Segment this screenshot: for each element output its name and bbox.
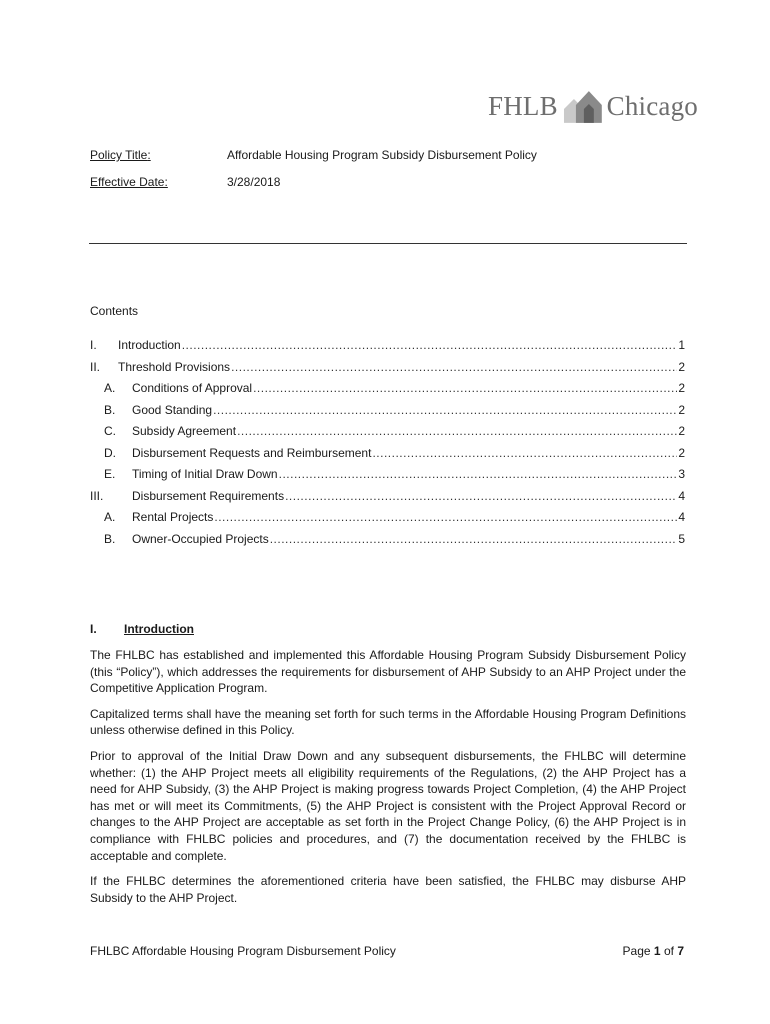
paragraph: Capitalized terms shall have the meaning set forth for such terms in the Affordable Housing Program Definitions unless otherwise defined in this Policy.	[90, 706, 686, 738]
toc-entry-page: 3	[678, 467, 685, 481]
toc-leader	[372, 446, 677, 460]
toc-leader	[182, 338, 678, 352]
effective-date-value: 3/28/2018	[227, 175, 281, 189]
toc-entry[interactable]	[90, 510, 685, 532]
toc-entry-number: I.	[90, 338, 97, 352]
toc-entry-number: A.	[104, 381, 116, 395]
toc-entry-page: 4	[678, 510, 685, 524]
paragraph: If the FHLBC determines the aforementioned criteria have been satisfied, the FHLBC may disburse AHP Subsidy to the AHP Project.	[90, 874, 686, 905]
toc-leader	[231, 360, 677, 374]
toc-entry[interactable]	[90, 360, 685, 382]
logo-text-chicago: Chicago	[606, 90, 698, 121]
toc-leader	[285, 489, 677, 503]
policy-title-label: Policy Title:	[90, 148, 151, 162]
toc-leader	[253, 381, 677, 395]
toc-leader	[214, 510, 677, 524]
toc-entry-label: Rental Projects	[132, 510, 214, 524]
section-title: Introduction	[124, 622, 194, 636]
toc-entry-page: 2	[678, 402, 685, 417]
toc-entry-number: E.	[104, 467, 116, 481]
divider	[89, 243, 687, 244]
policy-title-value: Affordable Housing Program Subsidy Disbursement Policy	[227, 148, 537, 162]
toc-leader	[270, 532, 678, 546]
toc-entry-number: II.	[90, 359, 101, 374]
effective-date-label: Effective Date:	[90, 175, 168, 189]
section-heading-introduction	[90, 622, 194, 636]
toc-entry-page: 5	[678, 531, 685, 546]
page-footer	[90, 944, 684, 958]
toc-entry[interactable]	[90, 403, 685, 425]
toc-entry[interactable]	[90, 446, 685, 468]
toc-entry[interactable]	[90, 467, 685, 489]
toc-entry-number: B.	[104, 402, 116, 417]
effective-date-row	[90, 175, 690, 189]
toc-entry-number: B.	[104, 531, 116, 546]
houses-icon	[562, 87, 604, 125]
toc-entry-page: 2	[678, 381, 685, 395]
toc-entry[interactable]	[90, 338, 685, 360]
toc-entry-page: 2	[678, 359, 685, 374]
toc-entry-number: III.	[90, 488, 104, 503]
page-number: Page 1 of 7	[622, 944, 684, 958]
toc-entry-number: D.	[104, 445, 116, 460]
toc-leader	[213, 403, 677, 417]
toc-entry-label: Timing of Initial Draw Down	[132, 467, 278, 481]
table-of-contents	[90, 338, 685, 553]
contents-heading: Contents	[90, 304, 139, 318]
toc-entry-label: Owner-Occupied Projects	[132, 531, 269, 546]
toc-entry-label: Threshold Provisions	[118, 359, 231, 374]
fhlb-chicago-logo	[488, 84, 698, 128]
toc-entry-page: 4	[678, 488, 685, 503]
toc-entry-number: C.	[104, 424, 116, 438]
toc-entry-page: 2	[678, 424, 685, 438]
paragraph: Prior to approval of the Initial Draw Down and any subsequent disbursements, the FHLBC will determine whether: (1) the AHP Project meets all eligibility requirements of the Regulations, (2) the AHP Project has a need for AHP Subsidy, (3) the AHP Project is making progress towards Project Completion, (4) the AHP Project has met or will meet its Commitments, (5) the AHP Project is consistent with the Project Approval Record or changes to the AHP Project are acceptable as set forth in the Project Change Policy, (6) the AHP Project is in compliance with FHLBC policies and procedures, and (7) the documentation received by the FHLBC is acceptable and complete.	[90, 748, 686, 863]
toc-entry[interactable]	[90, 424, 685, 446]
toc-entry-label: Disbursement Requests and Reimbursement	[132, 445, 372, 460]
toc-entry-page: 1	[678, 338, 685, 352]
toc-leader	[237, 424, 677, 438]
toc-entry-page: 2	[678, 445, 685, 460]
paragraph: The FHLBC has established and implemented this Affordable Housing Program Subsidy Disbursement Policy (this “Policy”), which addresses the requirements for disbursement of AHP Subsidy to an AHP Project under the Competitive Application Program.	[90, 648, 686, 696]
toc-entry[interactable]	[90, 381, 685, 403]
toc-entry-label: Conditions of Approval	[132, 381, 253, 395]
toc-entry-label: Good Standing	[132, 402, 213, 417]
toc-entry-label: Subsidy Agreement	[132, 424, 237, 438]
footer-document-title: FHLBC Affordable Housing Program Disbursement Policy	[90, 944, 396, 958]
toc-entry-label: Introduction	[118, 338, 181, 352]
logo-text-fhlb: FHLB	[488, 90, 558, 121]
toc-entry[interactable]	[90, 489, 685, 511]
section-body	[90, 647, 686, 915]
toc-leader	[279, 467, 678, 481]
section-number: I.	[90, 622, 97, 636]
policy-title-row	[90, 148, 690, 162]
toc-entry-label: Disbursement Requirements	[132, 488, 285, 503]
toc-entry[interactable]	[90, 532, 685, 554]
toc-entry-number: A.	[104, 510, 116, 524]
